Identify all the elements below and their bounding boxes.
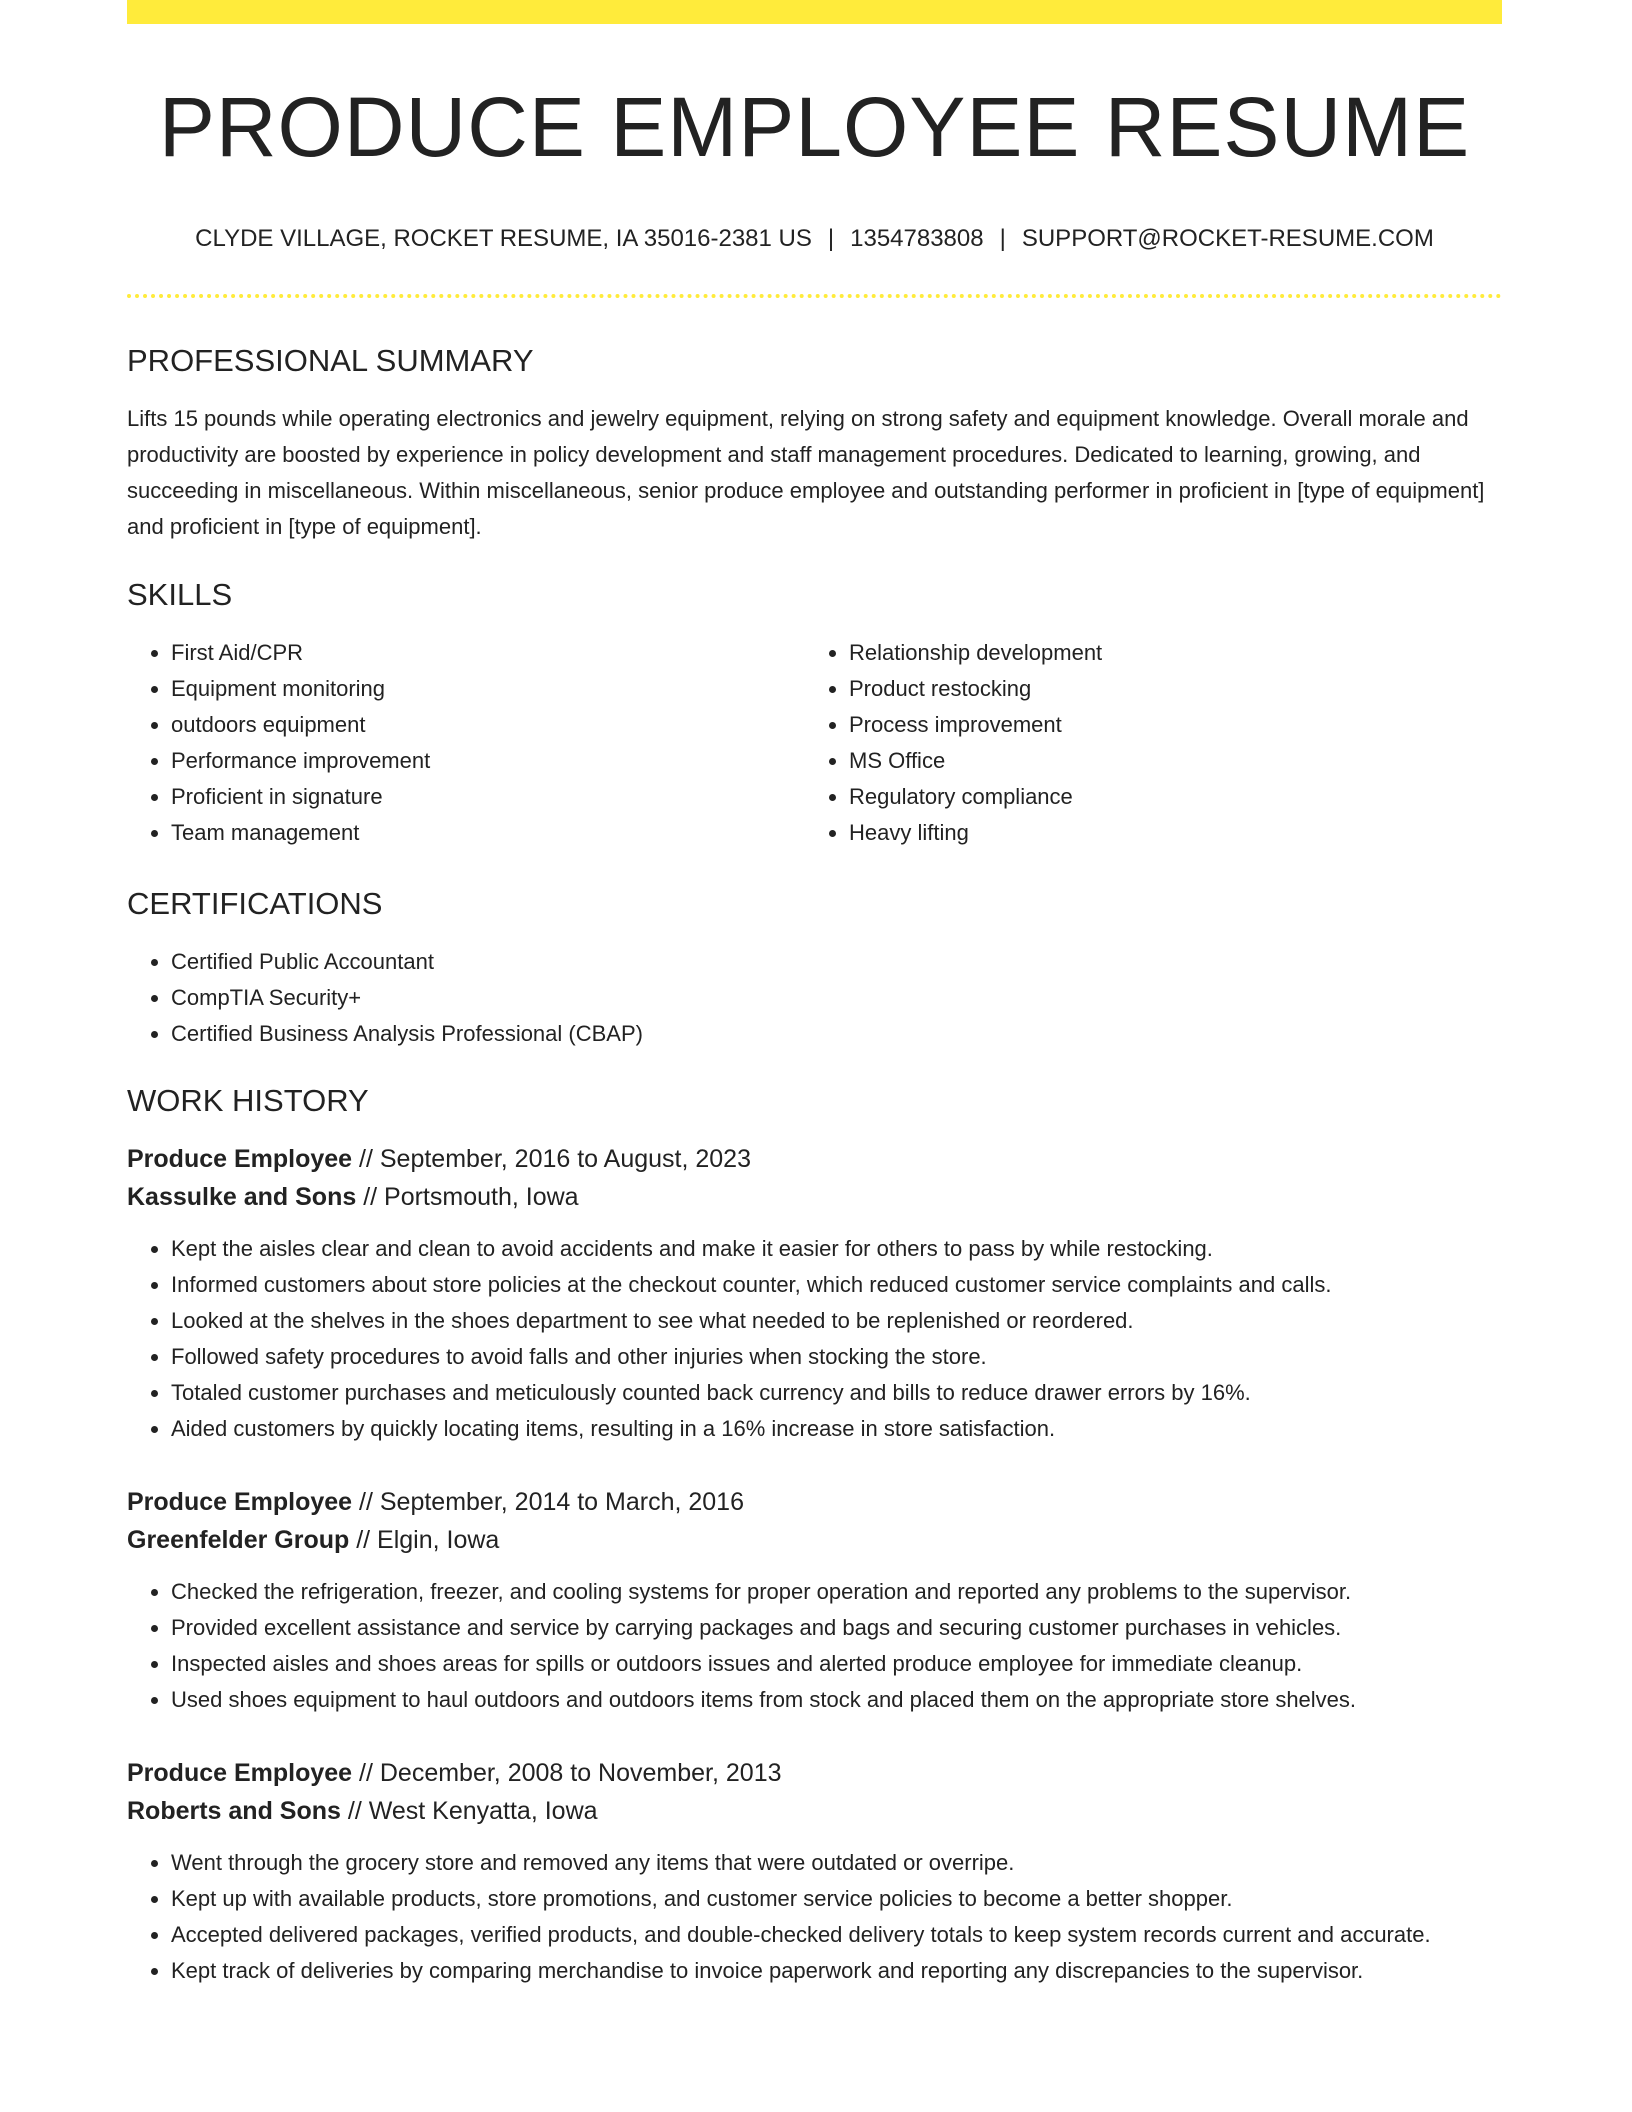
certification-item: • Certified Public Accountant (171, 944, 1502, 980)
job-title-line (127, 1483, 1502, 1521)
job-duty: • Inspected aisles and shoes areas for spills or outdoors issues and alerted produce employee for immediate cleanup. (171, 1646, 1502, 1682)
job-duty: • Kept track of deliveries by comparing merchandise to invoice paperwork and reporting any discrepancies to the supervisor. (171, 1953, 1502, 1989)
skill-item: • Equipment monitoring (171, 671, 805, 707)
accent-top-bar (127, 0, 1502, 24)
certifications-list (127, 944, 1502, 1052)
job-entry (127, 1483, 1502, 1718)
skills-list-right (805, 635, 1502, 851)
job-duty: • Accepted delivered packages, verified products, and double-checked delivery totals to keep system records current and accurate. (171, 1917, 1502, 1953)
resume-content (127, 0, 1502, 1989)
job-dates: // September, 2014 to March, 2016 (352, 1487, 744, 1516)
contact-phone: 1354783808 (850, 225, 984, 253)
job-company: Kassulke and Sons (127, 1182, 357, 1211)
job-title: Produce Employee (127, 1758, 353, 1787)
job-company-line (127, 1792, 1502, 1830)
resume-title: PRODUCE EMPLOYEE RESUME (158, 80, 1471, 174)
skills-grid (127, 635, 1502, 851)
certification-item: • Certified Business Analysis Professional (CBAP) (171, 1016, 1502, 1052)
skill-item: • Performance improvement (171, 743, 805, 779)
work-history-heading: WORK HISTORY (127, 1082, 369, 1118)
job-entry (127, 1140, 1502, 1447)
skill-item: • Heavy lifting (849, 815, 1502, 851)
job-entry (127, 1754, 1502, 1989)
skills-column-right (805, 635, 1502, 851)
job-duty: • Provided excellent assistance and service by carrying packages and bags and securing customer purchases in vehicles. (171, 1610, 1502, 1646)
skills-heading: SKILLS (127, 577, 233, 613)
job-dates: // September, 2016 to August, 2023 (352, 1144, 751, 1173)
job-title-line (127, 1140, 1502, 1178)
contact-email: SUPPORT@ROCKET-RESUME.COM (1021, 225, 1434, 253)
skill-item: • Team management (171, 815, 805, 851)
job-duty: • Followed safety procedures to avoid falls and other injuries when stocking the store. (171, 1339, 1502, 1375)
job-duty: • Checked the refrigeration, freezer, and cooling systems for proper operation and reported any problems to the supervisor. (171, 1574, 1502, 1610)
job-title-line (127, 1754, 1502, 1792)
summary-text: Lifts 15 pounds while operating electronics and jewelry equipment, relying on strong safety and equipment knowledge. Overall morale and productivity are boosted by experience in policy development and staff management procedures. Dedicated to learning, growing, and succeeding in miscellaneous. Within miscellaneous, senior produce employee and outstanding performer in proficient in [type of equipment] and proficient in [type of equipment]. (127, 406, 1485, 540)
skill-item: • MS Office (849, 743, 1502, 779)
skill-item: • Process improvement (849, 707, 1502, 743)
job-company-line (127, 1178, 1502, 1216)
job-title: Produce Employee (127, 1144, 353, 1173)
job-duties-list (127, 1231, 1502, 1447)
job-dates: // December, 2008 to November, 2013 (352, 1758, 782, 1787)
contact-line (127, 225, 1502, 254)
job-duty: • Looked at the shelves in the shoes department to see what needed to be replenished or reordered. (171, 1303, 1502, 1339)
job-duties-list (127, 1574, 1502, 1718)
job-location: // West Kenyatta, Iowa (340, 1796, 598, 1825)
job-duties-list (127, 1845, 1502, 1989)
job-title: Produce Employee (127, 1487, 353, 1516)
skills-column-left (127, 635, 805, 851)
job-company-line (127, 1521, 1502, 1559)
skill-item: • Product restocking (849, 671, 1502, 707)
job-duty: • Kept the aisles clear and clean to avoid accidents and make it easier for others to pass by while restocking. (171, 1231, 1502, 1267)
contact-separator: | (827, 225, 835, 253)
job-duty: • Aided customers by quickly locating items, resulting in a 16% increase in store satisfaction. (171, 1411, 1502, 1447)
job-location: // Elgin, Iowa (349, 1525, 500, 1554)
job-company: Roberts and Sons (127, 1796, 341, 1825)
skill-item: • Relationship development (849, 635, 1502, 671)
skill-item: • Proficient in signature (171, 779, 805, 815)
job-duty: • Used shoes equipment to haul outdoors and outdoors items from stock and placed them on the appropriate store shelves. (171, 1682, 1502, 1718)
job-company: Greenfelder Group (127, 1525, 350, 1554)
job-duty: • Went through the grocery store and removed any items that were outdated or overripe. (171, 1845, 1502, 1881)
contact-separator: | (999, 225, 1006, 253)
summary-heading: PROFESSIONAL SUMMARY (127, 343, 534, 379)
job-location: // Portsmouth, Iowa (356, 1182, 579, 1211)
skill-item: • outdoors equipment (171, 707, 805, 743)
skill-item: • Regulatory compliance (849, 779, 1502, 815)
job-duty: • Totaled customer purchases and meticulously counted back currency and bills to reduce drawer errors by 16%. (171, 1375, 1502, 1411)
job-duty: • Informed customers about store policies at the checkout counter, which reduced customer service complaints and calls. (171, 1267, 1502, 1303)
dotted-divider (127, 294, 1502, 298)
job-duty: • Kept up with available products, store promotions, and customer service policies to become a better shopper. (171, 1881, 1502, 1917)
skills-list-left (127, 635, 805, 851)
certifications-heading: CERTIFICATIONS (127, 885, 383, 921)
contact-address: CLYDE VILLAGE, ROCKET RESUME, IA 35016-2381 US (195, 225, 812, 253)
certification-item: • CompTIA Security+ (171, 980, 1502, 1016)
skill-item: • First Aid/CPR (171, 635, 805, 671)
